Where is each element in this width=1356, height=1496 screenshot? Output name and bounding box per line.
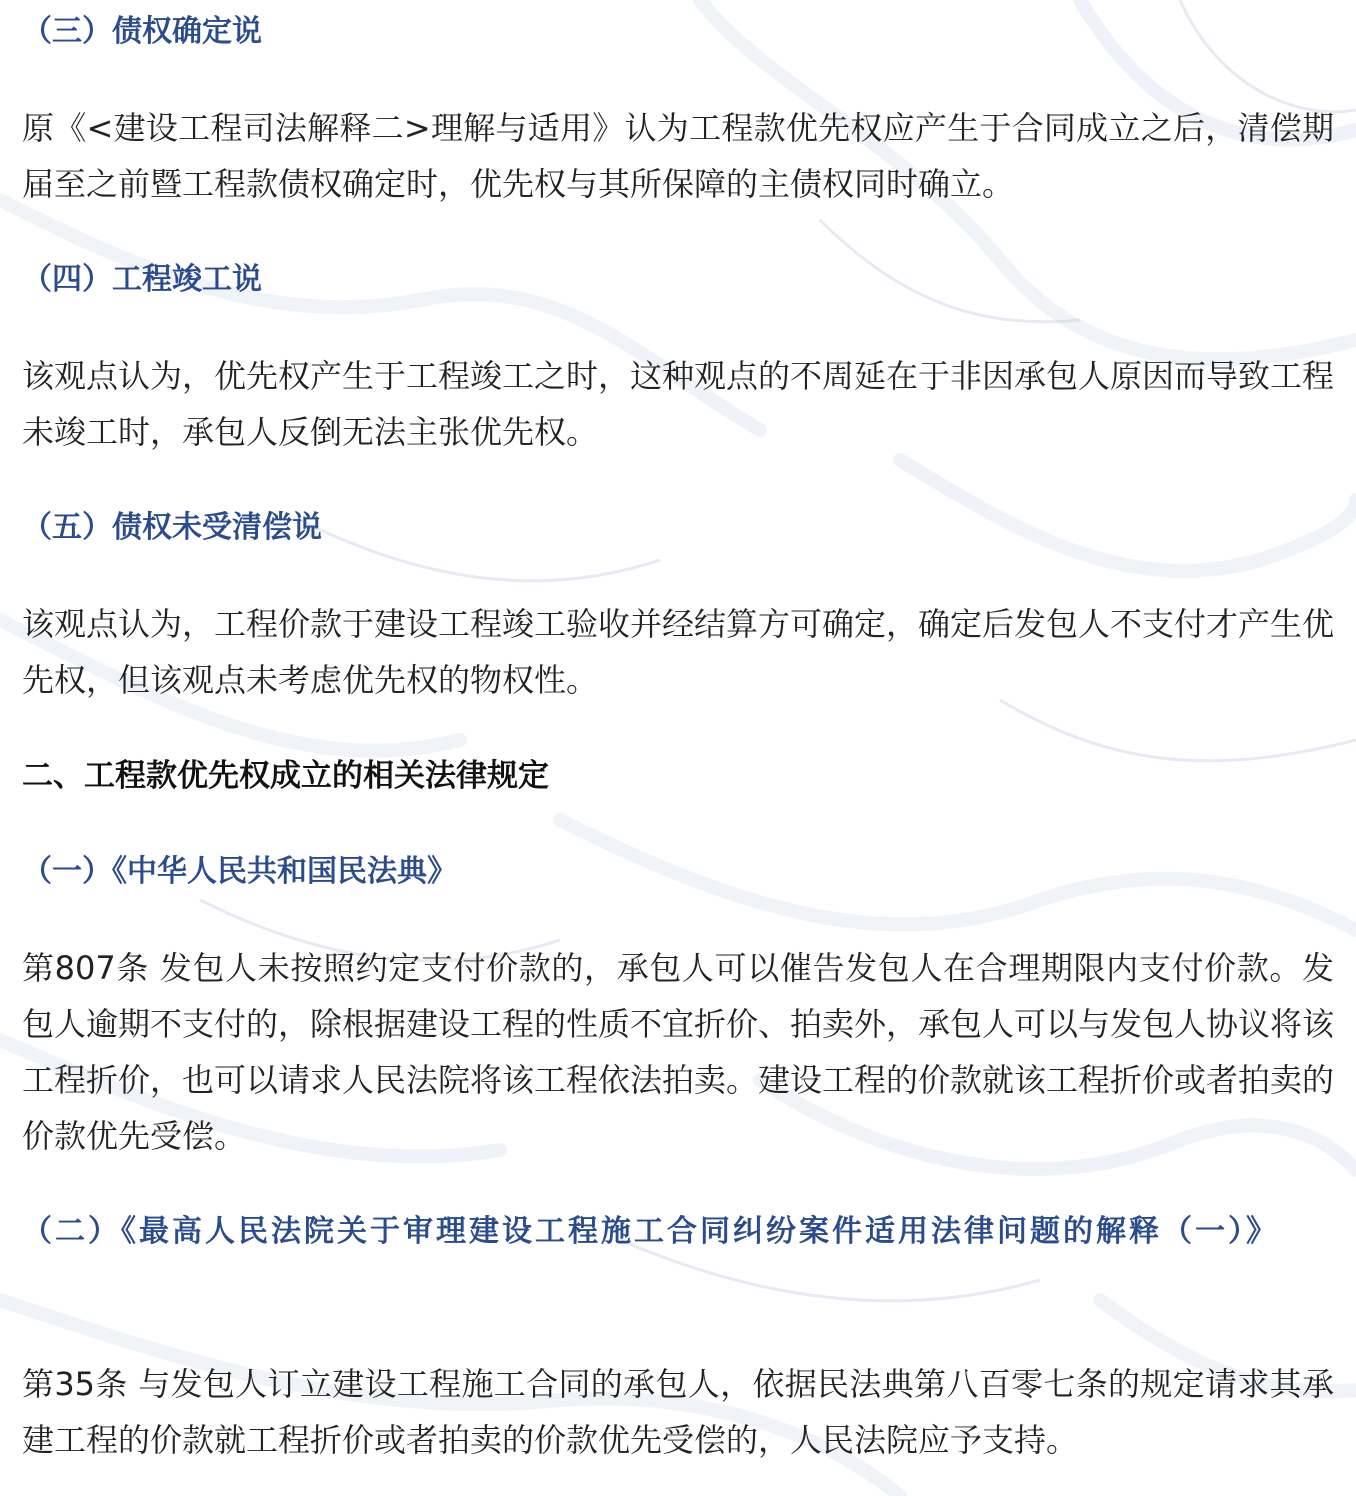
section-heading-judicial-interpretation: （二）《最高人民法院关于审理建设工程施工合同纠纷案件适用法律问题的解释（一）》 bbox=[22, 1214, 1279, 1249]
paragraph-unpaid-debt: 该观点认为，工程价款于建设工程竣工验收并经结算方可确定，确定后发包人不支付才产生优先权，但该观点未考虑优先权的物权性。 bbox=[22, 605, 1335, 699]
section-heading-unpaid-debt: （五）债权未受清偿说 bbox=[22, 510, 322, 545]
section-heading-debt-confirmation: （三）债权确定说 bbox=[22, 14, 262, 49]
chapter-heading-legal-provisions: 二、工程款优先权成立的相关法律规定 bbox=[22, 758, 549, 794]
paragraph-debt-confirmation: 原《<建设工程司法解释二>理解与适用》认为工程款优先权应产生于合同成立之后，清偿期届至之前暨工程款债权确定时，优先权与其所保障的主债权同时确立。 bbox=[22, 109, 1334, 203]
section-heading-civil-code: （一）《中华人民共和国民法典》 bbox=[22, 854, 457, 889]
paragraph-completion: 该观点认为，优先权产生于工程竣工之时，这种观点的不周延在于非因承包人原因而导致工程未竣工时，承包人反倒无法主张优先权。 bbox=[22, 357, 1335, 451]
section-heading-completion: （四）工程竣工说 bbox=[22, 262, 262, 297]
paragraph-article-35: 第35条 与发包人订立建设工程施工合同的承包人，依据民法典第八百零七条的规定请求其承建工程的价款就工程折价或者拍卖的价款优先受偿的，人民法院应予支持。 bbox=[22, 1365, 1334, 1459]
paragraph-article-807: 第807条 发包人未按照约定支付价款的，承包人可以催告发包人在合理期限内支付价款。发包人逾期不支付的，除根据建设工程的性质不宜折价、拍卖外，承包人可以与发包人协议将该工程折价，也可以请求人民法院将该工程依法拍卖。建设工程的价款就该工程折价或者拍卖的价款优先受偿。 bbox=[22, 949, 1335, 1155]
